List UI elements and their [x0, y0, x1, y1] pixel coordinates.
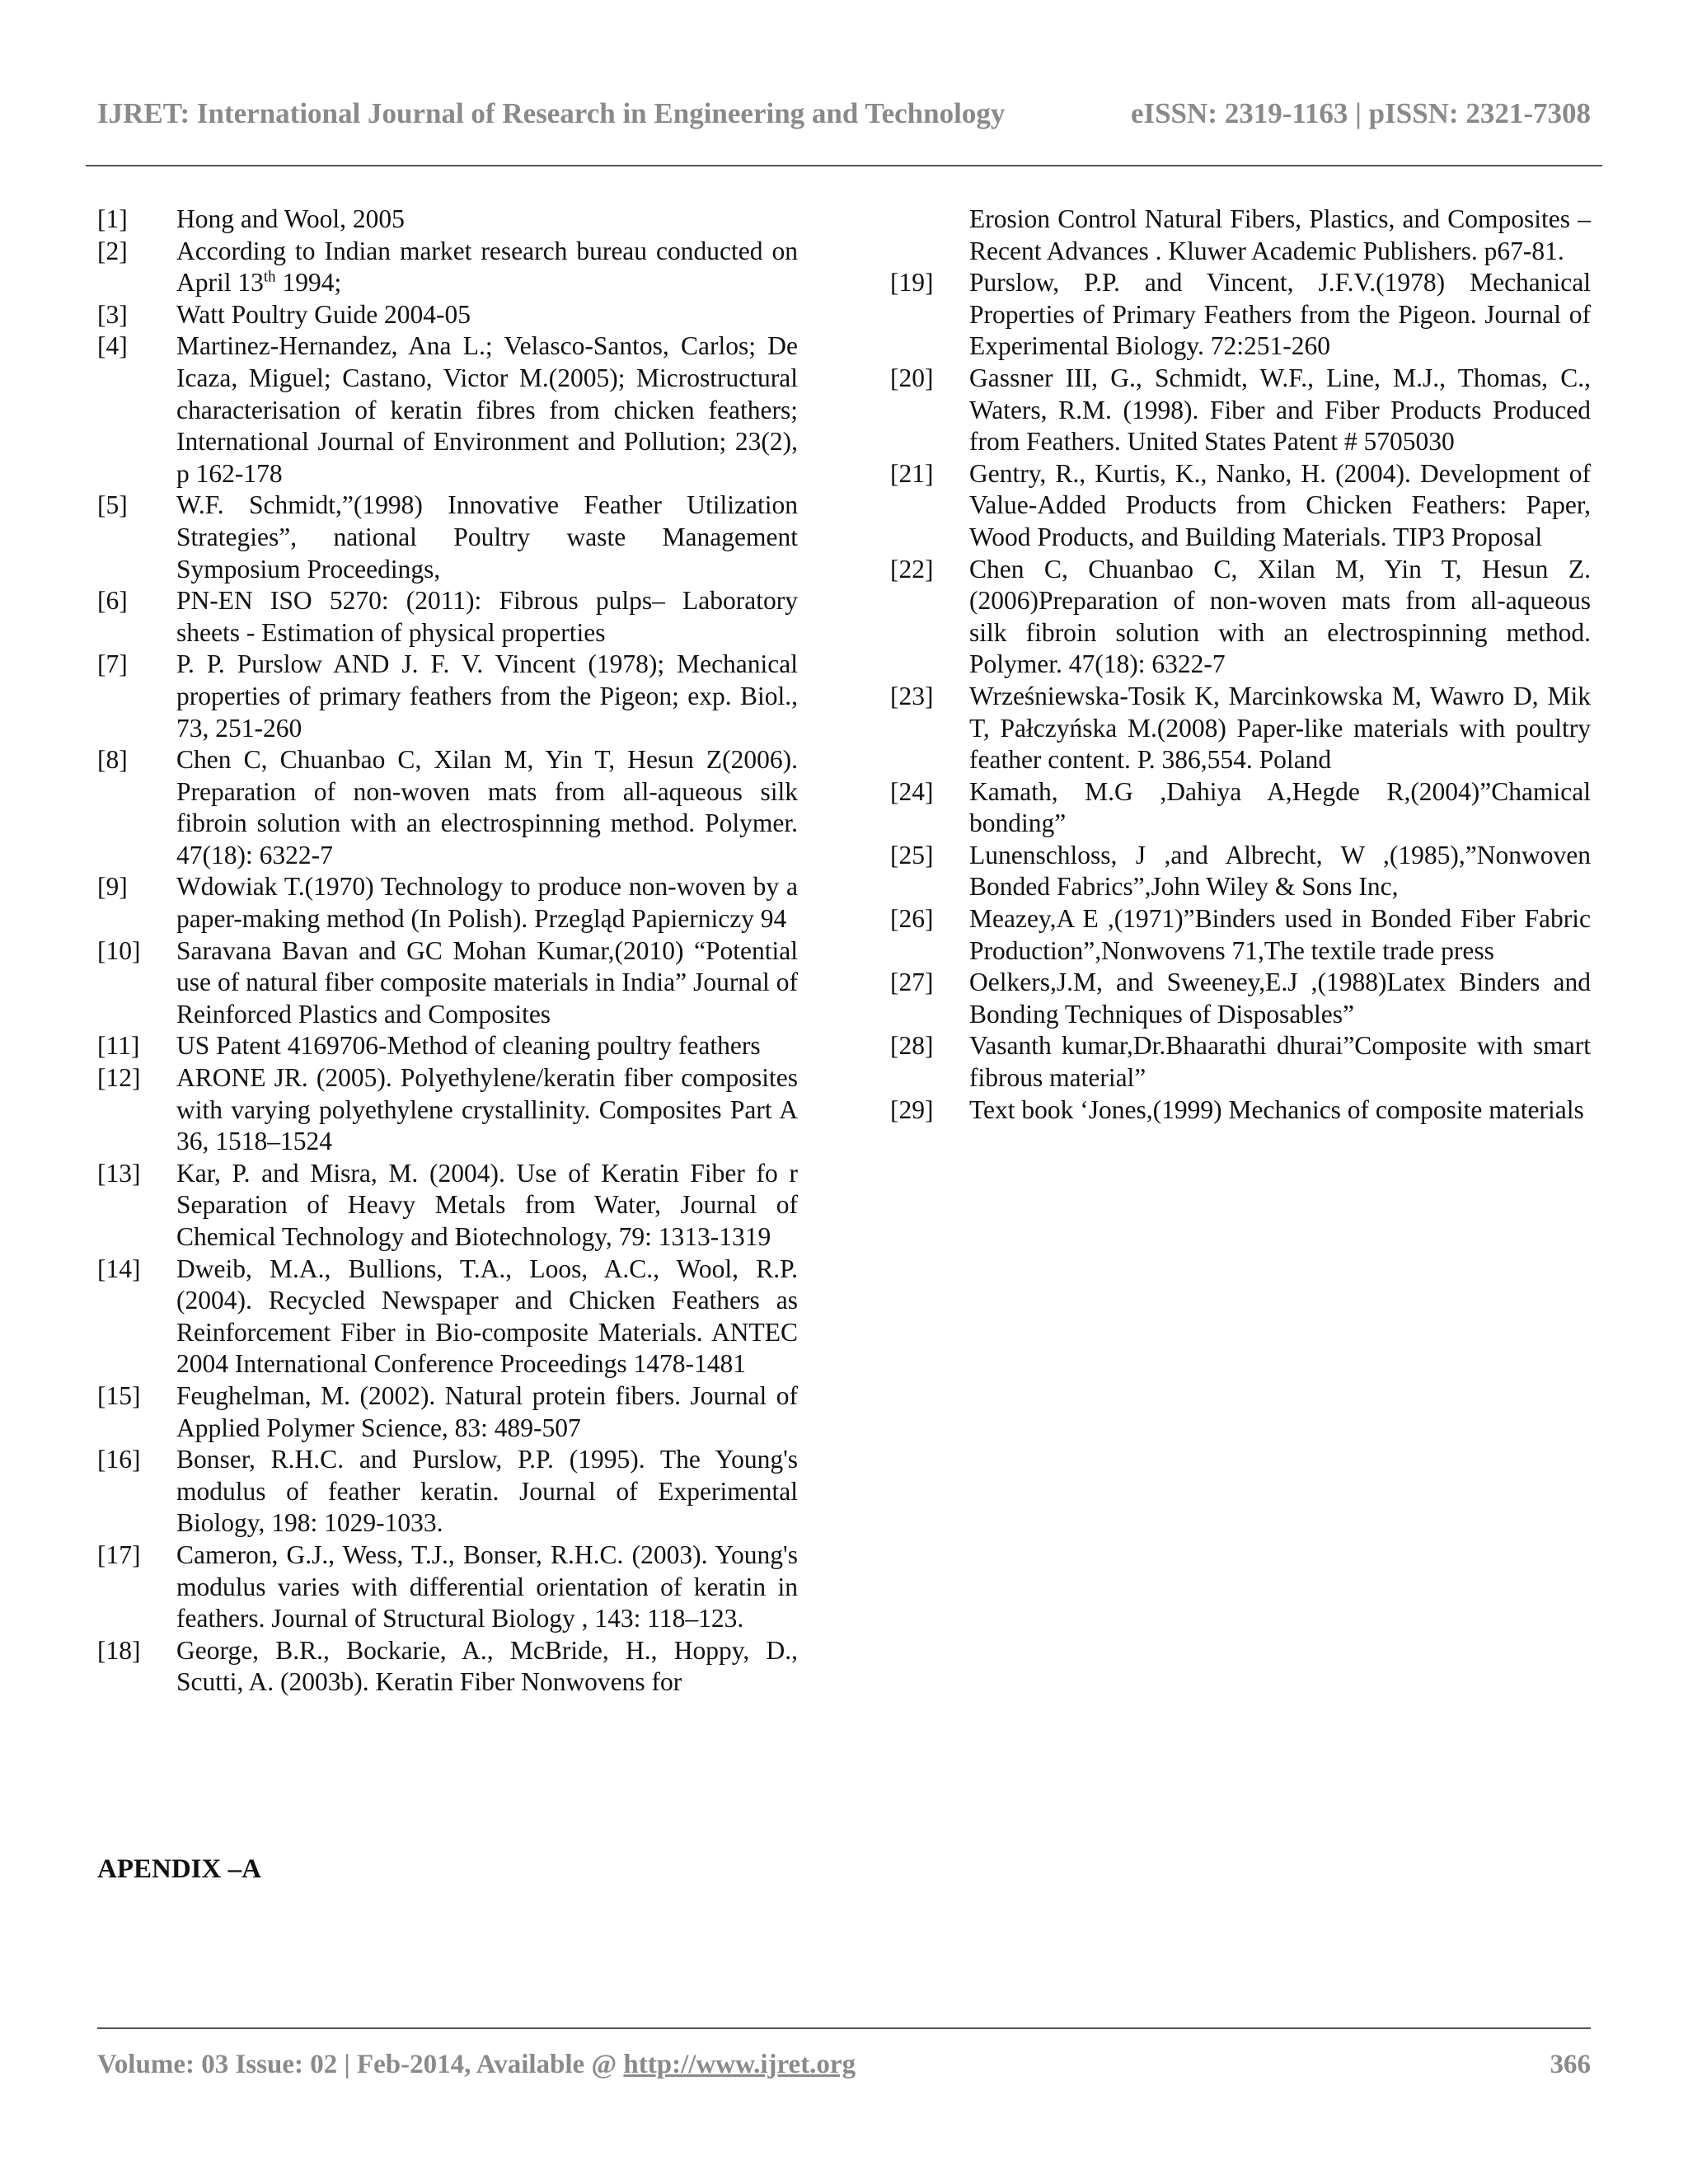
reference-item: [23] Wrześniewska-Tosik K, Marcinkowska M, Wawro D, Mik T, Pałczyńska M.(2008) Paper-like materials with poultry feather content. P. 386,554. Poland [890, 681, 1591, 775]
journal-title: IJRET: International Journal of Research in Engineering and Technology [97, 97, 1006, 129]
reference-item: [10] Saravana Bavan and GC Mohan Kumar,(2010) “Potential use of natural fiber composite materials in India” Journal of Reinforced Plastics and Composites [97, 935, 798, 1029]
reference-item: [6] PN-EN ISO 5270: (2011): Fibrous pulps– Laboratory sheets - Estimation of physical properties [97, 586, 798, 647]
reference-item: [13] Kar, P. and Misra, M. (2004). Use of Keratin Fiber fo r Separation of Heavy Metals from Water, Journal of Chemical Technology and Biotechnology, 79: 1313-1319 [97, 1158, 798, 1251]
reference-item: [2] According to Indian market research bureau conducted on April 13th 1994; [97, 236, 798, 298]
reference-item: [28] Vasanth kumar,Dr.Bhaarathi dhurai”Composite with smart fibrous material” [890, 1031, 1591, 1093]
reference-item: [26] Meazey,A E ,(1971)”Binders used in Bonded Fiber Fabric Production”,Nonwovens 71,The textile trade press [890, 904, 1591, 965]
reference-item: [5] W.F. Schmidt,”(1998) Innovative Feather Utilization Strategies”, national Poultry waste Management Symposium Proceedings, [97, 490, 798, 583]
page-header [97, 97, 1591, 138]
page-number: 366 [1550, 2050, 1591, 2079]
issn-label: eISSN: 2319-1163 | pISSN: 2321-7308 [1130, 97, 1591, 129]
reference-item: [18] George, B.R., Bockarie, A., McBride, H., Hoppy, D., Scutti, A. (2003b). Keratin Fiber Nonwovens for [97, 1635, 798, 1697]
reference-item: [22] Chen C, Chuanbao C, Xilan M, Yin T, Hesun Z. (2006)Preparation of non-woven mats from all-aqueous silk fibroin solution with an electrospinning method. Polymer. 47(18): 6322-7 [890, 554, 1591, 679]
reference-item: [24] Kamath, M.G ,Dahiya A,Hegde R,(2004)”Chamical bonding” [890, 776, 1591, 838]
reference-item: [11] US Patent 4169706-Method of cleaning poultry feathers [97, 1031, 761, 1061]
reference-item: [21] Gentry, R., Kurtis, K., Nanko, H. (2004). Development of Value-Added Products from Chicken Feathers: Paper, Wood Products, and Building Materials. TIP3 Proposal [890, 458, 1591, 551]
reference-item: [16] Bonser, R.H.C. and Purslow, P.P. (1995). The Young's modulus of feather keratin. Journal of Experimental Biology, 198: 1029-1033. [97, 1445, 798, 1538]
volume-info: Volume: 03 Issue: 02 | Feb-2014, Available @ http://www.ijret.org [97, 2050, 856, 2079]
reference-item: [1] Hong and Wool, 2005 [97, 204, 405, 233]
reference-continuation: Erosion Control Natural Fibers, Plastics, and Composites – Recent Advances . Kluwer Academic Publishers. p67-81. [969, 204, 1591, 265]
reference-item: [4] Martinez-Hernandez, Ana L.; Velasco-Santos, Carlos; De Icaza, Miguel; Castano, Victor M.(2005); Microstructural characterisation of keratin fibres from chicken feathers; International Journal of Environment and Pollution; 23(2), p 162-178 [97, 331, 798, 488]
reference-item: [8] Chen C, Chuanbao C, Xilan M, Yin T, Hesun Z(2006). Preparation of non-woven mats from all-aqueous silk fibroin solution with an electrospinning method. Polymer. 47(18): 6322-7 [97, 745, 798, 869]
references-right-column [890, 204, 1591, 1126]
reference-item: [15] Feughelman, M. (2002). Natural protein fibers. Journal of Applied Polymer Science, 83: 489-507 [97, 1380, 798, 1442]
reference-item: [19] Purslow, P.P. and Vincent, J.F.V.(1978) Mechanical Properties of Primary Feathers from the Pigeon. Journal of Experimental Biology. 72:251-260 [890, 268, 1591, 361]
reference-item: [20] Gassner III, G., Schmidt, W.F., Line, M.J., Thomas, C., Waters, R.M. (1998). Fiber and Fiber Products Produced from Feathers. United States Patent # 5705030 [890, 363, 1591, 457]
footer-divider [97, 2027, 1591, 2029]
appendix-heading: APENDIX –A [97, 1854, 261, 1884]
journal-url-link[interactable]: http://www.ijret.org [623, 2050, 856, 2079]
reference-item: [7] P. P. Purslow AND J. F. V. Vincent (1978); Mechanical properties of primary feathers from the Pigeon; exp. Biol., 73, 251-260 [97, 649, 798, 743]
reference-item: [25] Lunenschloss, J ,and Albrecht, W ,(1985),”Nonwoven Bonded Fabrics”,John Wiley & Sons Inc, [890, 840, 1591, 902]
reference-item: [14] Dweib, M.A., Bullions, T.A., Loos, A.C., Wool, R.P. (2004). Recycled Newspaper and Chicken Feathers as Reinforcement Fiber in Bio-composite Materials. ANTEC 2004 International Conference Proceedings 1478-1481 [97, 1254, 798, 1379]
reference-item: [3] Watt Poultry Guide 2004-05 [97, 299, 471, 329]
reference-item: [27] Oelkers,J.M, and Sweeney,E.J ,(1988)Latex Binders and Bonding Techniques of Disposables” [890, 968, 1591, 1029]
reference-item: [9] Wdowiak T.(1970) Technology to produce non-woven by a paper-making method (In Polish). Przegląd Papierniczy 94 [97, 872, 798, 934]
page-footer [97, 2050, 1591, 2091]
reference-item: [12] ARONE JR. (2005). Polyethylene/keratin fiber composites with varying polyethylene crystallinity. Composites Part A 36, 1518–1524 [97, 1063, 798, 1156]
reference-item: [29] Text book ‘Jones,(1999) Mechanics of composite materials [890, 1094, 1584, 1124]
references-left-column [97, 204, 798, 1699]
header-divider [86, 165, 1602, 166]
reference-item: [17] Cameron, G.J., Wess, T.J., Bonser, R.H.C. (2003). Young's modulus varies with differential orientation of keratin in feathers. Journal of Structural Biology , 143: 118–123. [97, 1540, 798, 1633]
